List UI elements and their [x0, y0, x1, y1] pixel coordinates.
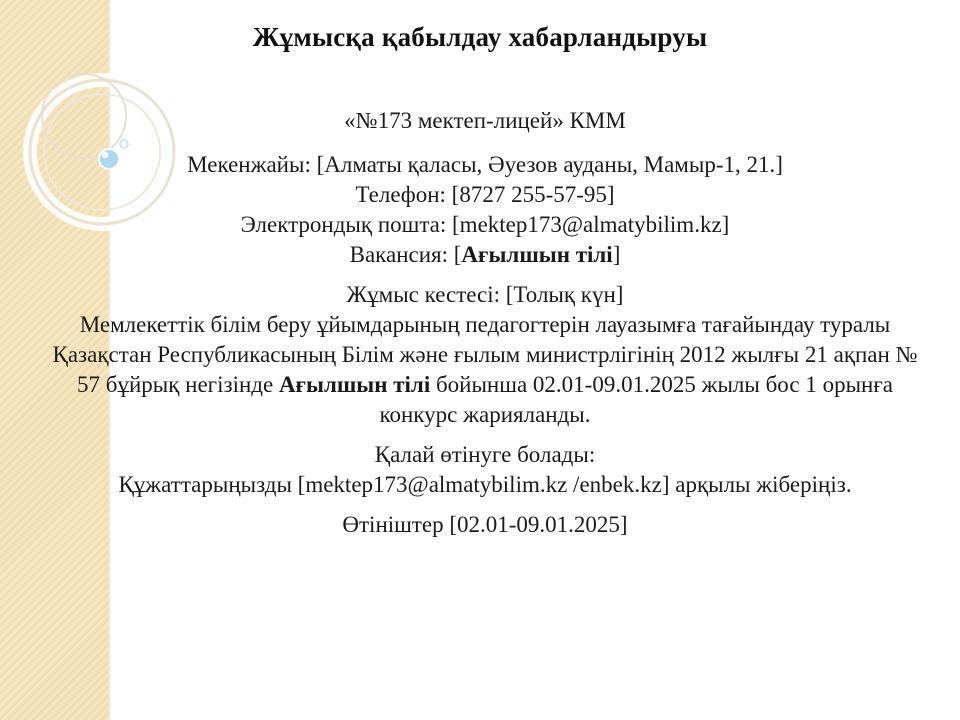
organization-name: «№173 мектеп-лицей» КММ: [344, 108, 626, 133]
vacancy-suffix: ]: [612, 242, 621, 267]
how-to-apply-heading: Қалай өтінуге болады:: [374, 442, 596, 467]
announcement-body: [40, 106, 930, 540]
email-line: Электрондық пошта: [mektep173@almatybilim.kz]: [240, 212, 730, 237]
address-line: Мекенжайы: [Алматы қаласы, Әуезов ауданы, Мамыр-1, 21.]: [187, 152, 783, 177]
schedule-line: Жұмыс кестесі: [Толық күн]: [346, 282, 624, 307]
vacancy-prefix: Вакансия: [: [349, 242, 462, 267]
announcement-text-part2: бойынша 02.01-09.01.2025 жылы бос 1 орынға конкурс жарияланды.: [379, 372, 893, 427]
applications-period: Өтініштер [02.01-09.01.2025]: [342, 512, 628, 537]
announcement-subject: Ағылшын тілі: [278, 372, 431, 397]
phone-line: Телефон: [8727 255-57-95]: [355, 182, 615, 207]
send-documents-line: Құжаттарыңызды [mektep173@almatybilim.kz /enbek.kz] арқылы жіберіңіз.: [118, 472, 852, 497]
vacancy-line: [40, 240, 930, 270]
vacancy-value: Ағылшын тілі: [461, 242, 613, 267]
announcement-paragraph: [40, 310, 930, 430]
announcement-text-part1: Мемлекеттік білім беру ұйымдарының педагогтерін лауазымға тағайындау туралы Қазақстан Республикасының Білім және ғылым министрлігінің 2012 жылғы 21 ақпан № 57 бұйрық негізінде: [52, 312, 918, 397]
page-title: Жұмысқа қабылдау хабарландыруы: [252, 22, 708, 52]
